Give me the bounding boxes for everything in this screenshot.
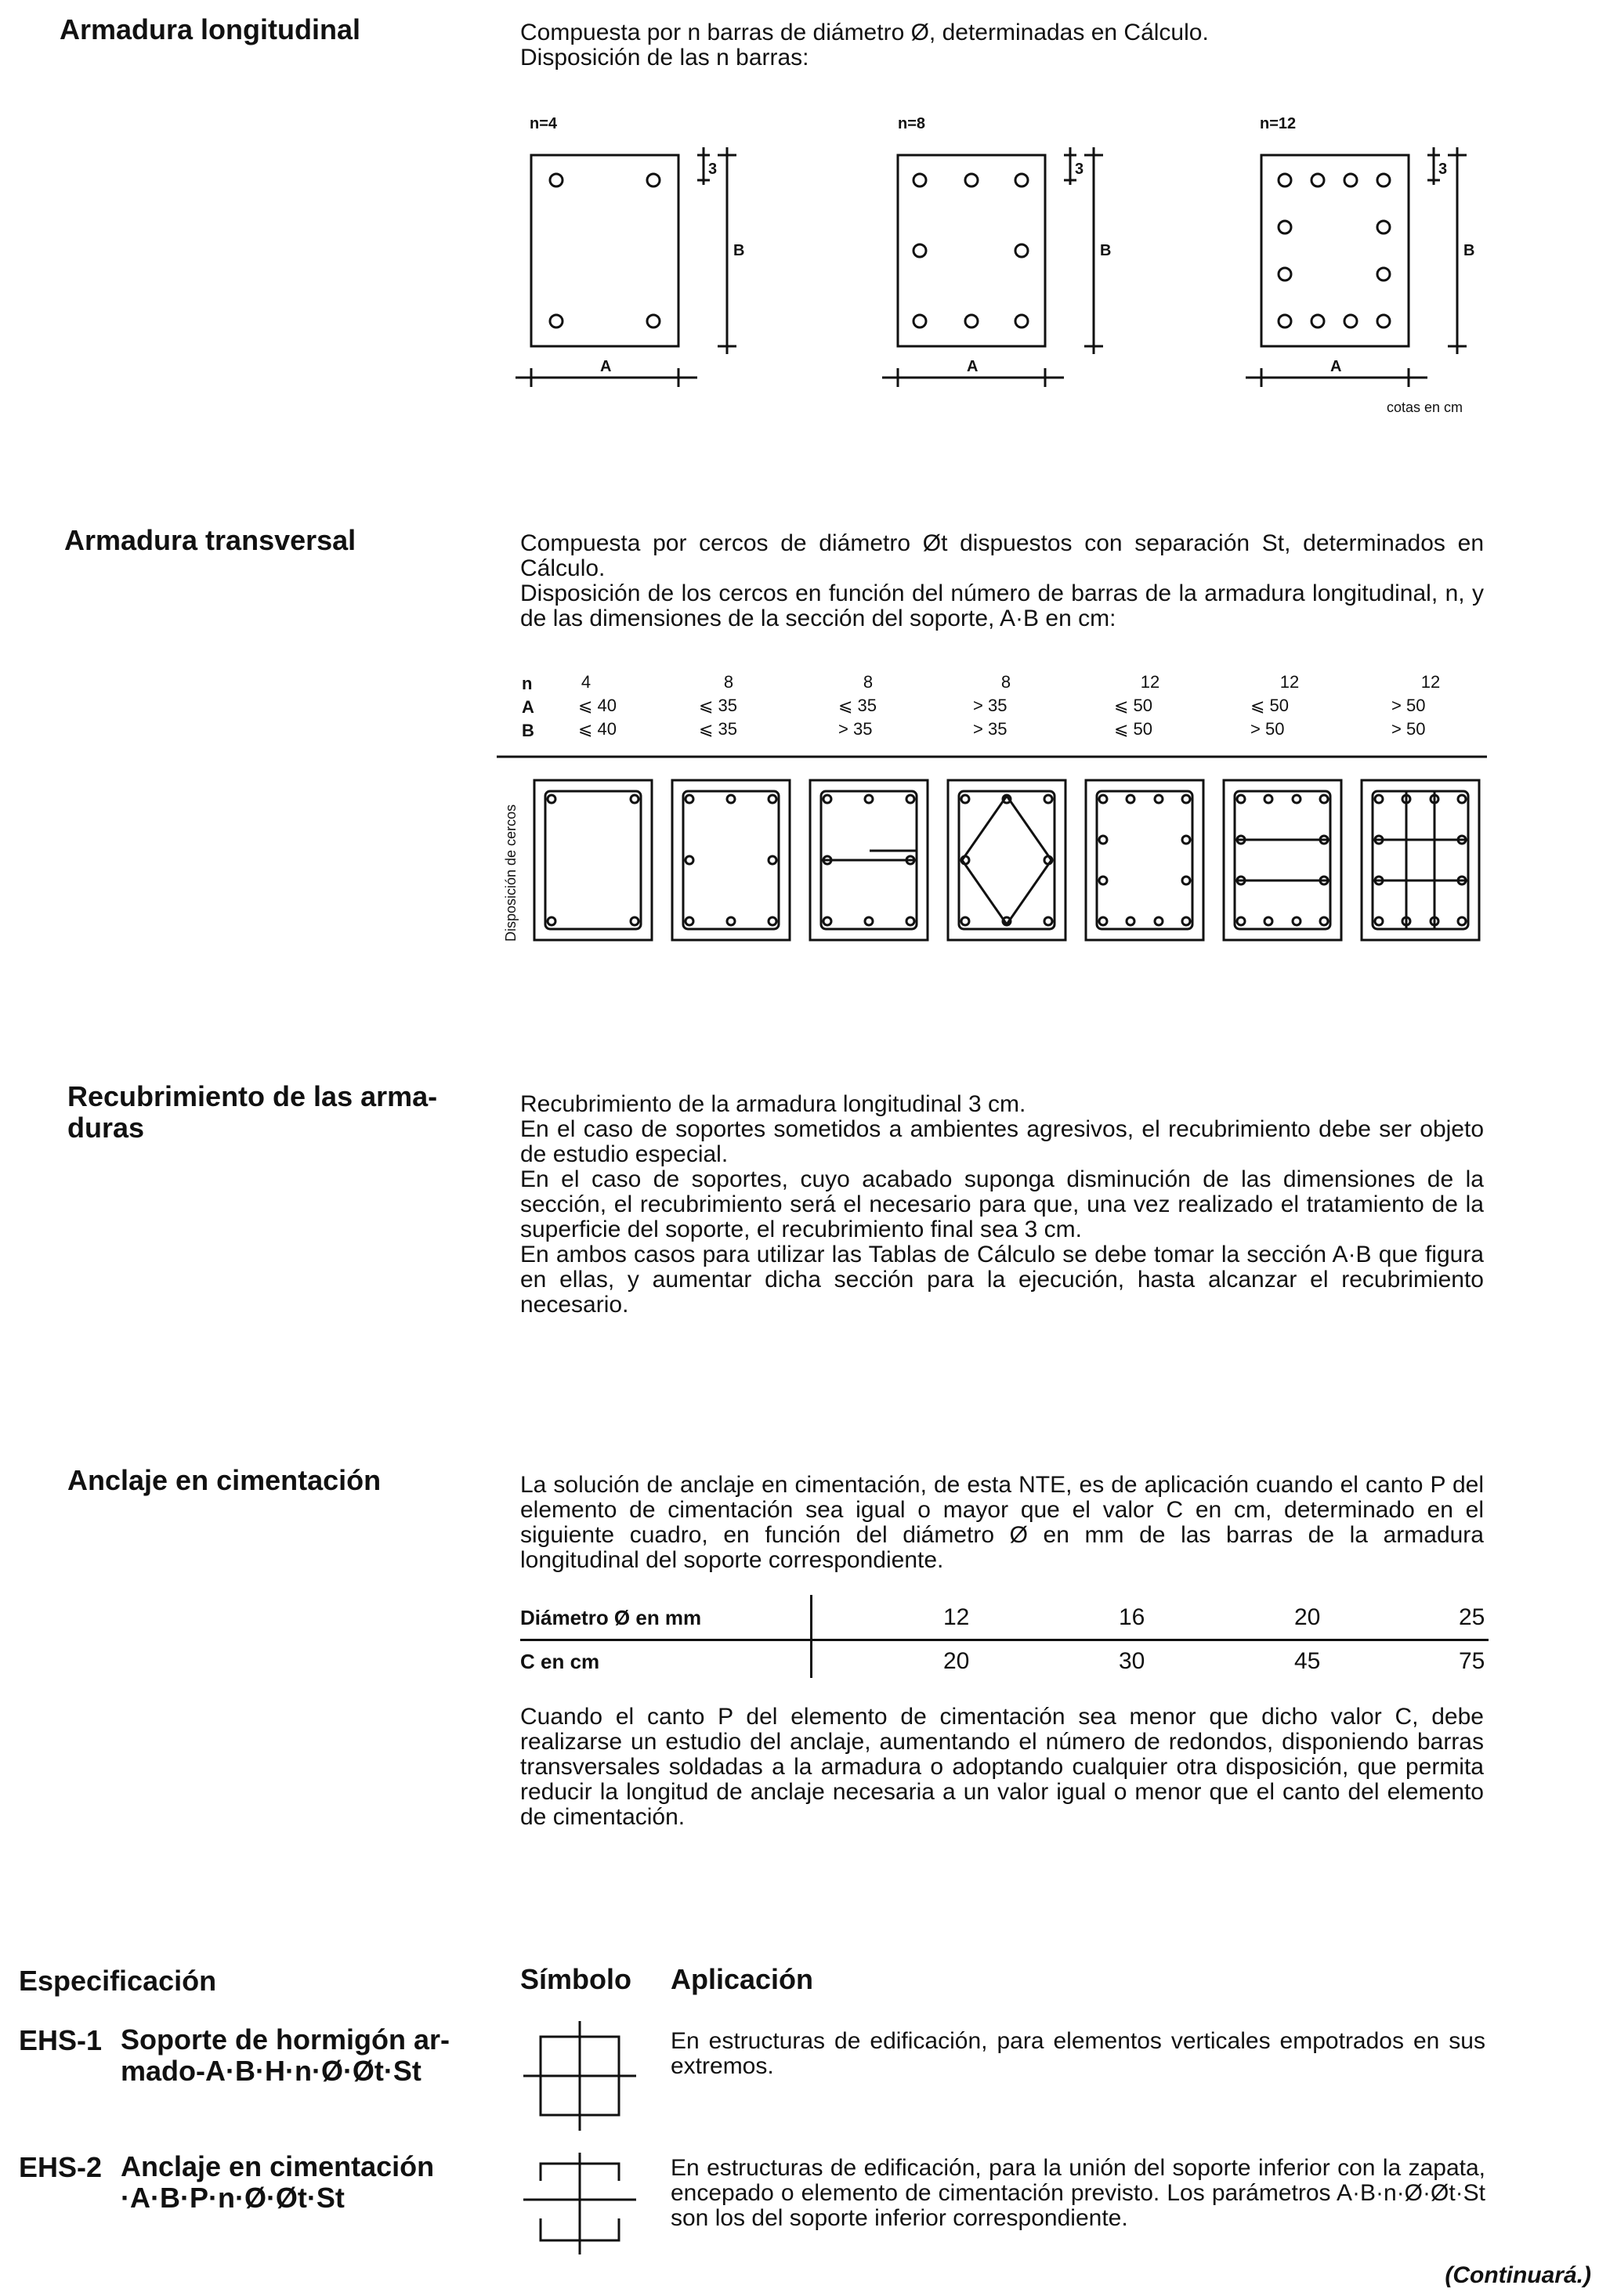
stirrup-figure-1 [534, 780, 652, 940]
section-heading-transversal: Armadura transversal [64, 524, 356, 556]
anclaje-table [520, 1595, 1489, 1680]
longitudinal-line-2: Disposición de las n barras: [520, 45, 809, 71]
spec-title-ehs1-line-1: Soporte de hormigón ar- [121, 2023, 450, 2056]
col5-a: ⩽ 50 [1114, 696, 1153, 715]
figure-top-label-1: 3 [708, 161, 718, 178]
figure-top-label-3: 3 [1438, 161, 1448, 178]
stirrup-figure-7 [1362, 780, 1479, 940]
spec-title-ehs2-line-2: ·A·B·P·n·Ø·Øt·St [121, 2182, 345, 2214]
units-note: cotas en cm [1387, 400, 1463, 415]
col4-b: > 35 [973, 719, 1008, 739]
recubrimiento-paragraph-1: Recubrimiento de la armadura longitudinal 3 cm. [520, 1091, 1026, 1117]
spec-application-ehs2: En estructuras de edificación, para la unión del soporte inferior con la zapata, encepado o elemento de cimentación previsto. Los parámetros A·B·n·Ø·Øt·St son los del soporte inferior correspondiente. [671, 2155, 1485, 2231]
transversal-text [520, 531, 1484, 631]
stirrup-figure-2 [672, 780, 790, 940]
anclaje-table-c20: 20 [943, 1648, 970, 1674]
col1-b: ⩽ 40 [578, 719, 617, 739]
col3-n: 8 [863, 672, 874, 692]
column-head-especificacion: Especificación [19, 1965, 217, 1997]
col1-n: 4 [581, 672, 591, 692]
section-heading-anclaje: Anclaje en cimentación [67, 1464, 382, 1496]
symbol-ehs1-icon [519, 2016, 644, 2135]
spec-title-ehs1 [121, 2024, 450, 2087]
col7-n: 12 [1420, 672, 1441, 692]
anclaje-intro: La solución de anclaje en cimentación, de esta NTE, es de aplicación cuando el canto P del elemento de cimentación sea igual o mayor que el valor C en cm, determinado en el siguiente cuadro, en función del diámetro Ø en mm de las barras de la armadura longitudinal del soporte correspondiente. [520, 1472, 1484, 1573]
spec-code-ehs1: EHS-1 [19, 2024, 103, 2056]
section-heading-longitudinal: Armadura longitudinal [60, 13, 361, 45]
longitudinal-bar-diagrams [501, 110, 1489, 423]
figure-top-label-2: 3 [1075, 161, 1084, 178]
stirrup-figure-4 [948, 780, 1065, 940]
stirrup-table [494, 666, 1496, 956]
spec-title-ehs2-line-1: Anclaje en cimentación [121, 2150, 435, 2182]
column-head-aplicacion: Aplicación [671, 1963, 814, 1995]
anclaje-table-d16: 16 [1119, 1604, 1145, 1630]
row-label-a: A [522, 697, 534, 717]
recubrimiento-text [520, 1092, 1484, 1318]
spec-title-ehs1-line-2: mado-A·B·H·n·Ø·Øt·St [121, 2055, 421, 2087]
stirrup-figure-5 [1086, 780, 1203, 940]
anclaje-table-c75: 75 [1459, 1648, 1485, 1674]
figure-n-label-2: n=8 [898, 115, 926, 132]
continuation-note: (Continuará.) [1445, 2262, 1591, 2288]
symbol-ehs2-icon [519, 2150, 644, 2259]
longitudinal-text [520, 20, 1492, 71]
col3-a: ⩽ 35 [838, 696, 877, 715]
section-heading-recubrimiento [67, 1081, 437, 1144]
anclaje-table-c45: 45 [1294, 1648, 1321, 1674]
stirrup-figures [534, 780, 1479, 940]
anclaje-table-c30: 30 [1119, 1648, 1145, 1674]
col7-b: > 50 [1391, 719, 1426, 739]
col7-a: > 50 [1391, 696, 1426, 715]
col6-a: ⩽ 50 [1250, 696, 1290, 715]
stirrup-table-values [578, 672, 1440, 739]
col2-n: 8 [723, 672, 734, 692]
section-figure-n8 [882, 147, 1103, 387]
transversal-line-2: Disposición de los cercos en función del número de barras de la armadura longitudinal, n, y de las dimensiones de la sección del soporte, A·B en cm: [520, 580, 1484, 631]
anclaje-table-row1-label: Diámetro Ø en mm [520, 1606, 702, 1629]
figure-n-label-3: n=12 [1260, 115, 1297, 132]
col2-b: ⩽ 35 [699, 719, 738, 739]
figure-n-label-1: n=4 [530, 115, 558, 132]
col5-n: 12 [1140, 672, 1160, 692]
figure-side-label-2: B [1100, 242, 1112, 259]
spec-application-ehs1: En estructuras de edificación, para elementos verticales empotrados en sus extremos. [671, 2028, 1485, 2079]
col6-b: > 50 [1250, 719, 1285, 739]
stirrup-figure-3 [810, 780, 928, 940]
col1-a: ⩽ 40 [578, 696, 617, 715]
transversal-line-1: Compuesta por cercos de diámetro Øt dispuestos con separación St, determinados en Cálculo. [520, 530, 1484, 581]
anclaje-table-d12: 12 [943, 1604, 970, 1630]
stirrup-figure-6 [1224, 780, 1341, 940]
recubrimiento-paragraph-4: En ambos casos para utilizar las Tablas de Cálculo se debe tomar la sección A·B que figura en ellas, y aumentar dicha sección para la ejecución, hasta alcanzar el recubrimiento necesario. [520, 1242, 1484, 1318]
figure-bottom-label-1: A [600, 358, 612, 375]
col6-n: 12 [1279, 672, 1300, 692]
section-figure-n12 [1246, 147, 1467, 387]
col5-b: ⩽ 50 [1114, 719, 1153, 739]
recubrimiento-heading-line-1: Recubrimiento de las arma- [67, 1080, 438, 1112]
col4-n: 8 [1000, 672, 1011, 692]
figure-side-label-1: B [733, 242, 745, 259]
figure-side-label-3: B [1463, 242, 1475, 259]
anclaje-table-d20: 20 [1294, 1604, 1321, 1630]
col2-a: ⩽ 35 [699, 696, 738, 715]
col3-b: > 35 [838, 719, 873, 739]
figure-bottom-label-2: A [967, 358, 979, 375]
recubrimiento-paragraph-2: En el caso de soportes sometidos a ambientes agresivos, el recubrimiento debe ser objeto de estudio especial. [520, 1116, 1484, 1167]
anclaje-table-row2-label: C en cm [520, 1650, 600, 1673]
vertical-label-disposicion: Disposición de cercos [503, 804, 519, 942]
anclaje-outro: Cuando el canto P del elemento de cimentación sea menor que dicho valor C, debe realizarse un estudio del anclaje, aumentando el número de redondos, disponiendo barras transversales soldadas a la armadura o adoptando cualquier otra disposición, que permita reducir la longitud de anclaje necesaria a un valor igual o menor que el canto del elemento de cimentación. [520, 1704, 1484, 1830]
spec-code-ehs2: EHS-2 [19, 2151, 103, 2183]
anclaje-table-d25: 25 [1459, 1604, 1485, 1630]
spec-title-ehs2 [121, 2151, 434, 2214]
row-label-b: B [522, 721, 534, 740]
longitudinal-line-1: Compuesta por n barras de diámetro Ø, determinadas en Cálculo. [520, 20, 1209, 45]
row-label-n: n [522, 674, 533, 693]
recubrimiento-heading-line-2: duras [67, 1112, 145, 1144]
col4-a: > 35 [973, 696, 1008, 715]
recubrimiento-paragraph-3: En el caso de soportes, cuyo acabado suponga disminución de las dimensiones de la sección, el recubrimiento será el necesario para que, una vez realizado el tratamiento de la superficie del soporte, el recubrimiento final sea 3 cm. [520, 1166, 1484, 1242]
column-head-simbolo: Símbolo [520, 1963, 631, 1995]
figure-bottom-label-3: A [1330, 358, 1342, 375]
section-figure-n4 [516, 147, 736, 387]
